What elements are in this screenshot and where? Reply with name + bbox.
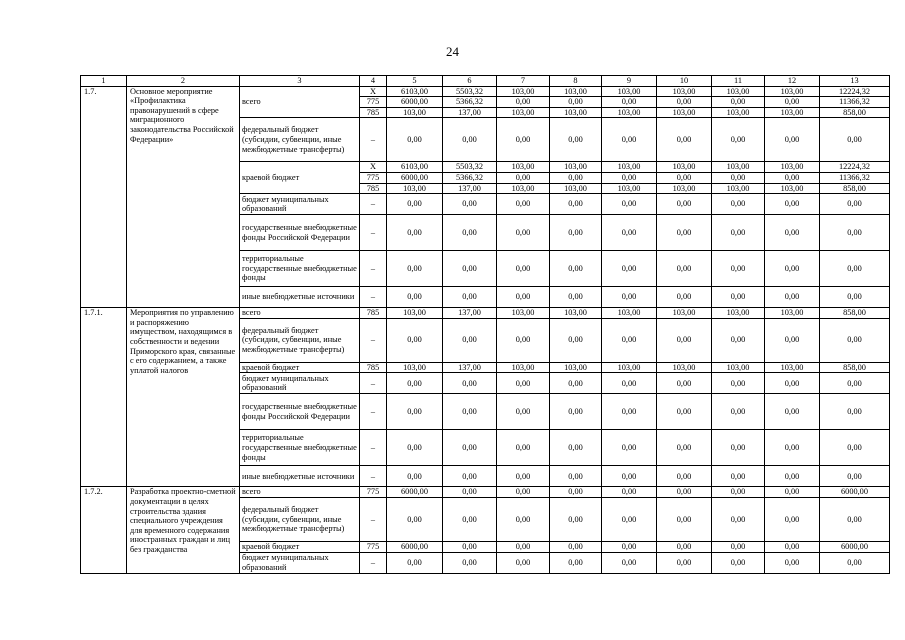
value-cell: 103,00	[497, 362, 550, 373]
value-cell: 5503,32	[443, 162, 497, 173]
value-cell: 137,00	[443, 107, 497, 118]
value-cell: 0,00	[602, 394, 657, 430]
value-cell: 0,00	[820, 497, 890, 541]
value-cell: 0,00	[387, 466, 443, 487]
value-cell: 103,00	[712, 183, 765, 194]
code-cell: 785	[360, 107, 387, 118]
value-cell: 6000,00	[387, 172, 443, 183]
value-cell: 0,00	[712, 430, 765, 466]
value-cell: 0,00	[443, 394, 497, 430]
value-cell: 0,00	[765, 318, 820, 362]
value-cell: 0,00	[550, 466, 602, 487]
value-cell: 0,00	[443, 430, 497, 466]
code-cell: –	[360, 430, 387, 466]
column-header: 6	[443, 76, 497, 87]
value-cell: 0,00	[820, 118, 890, 162]
funding-source-label: федеральный бюджет (субсидии, субвенции, иные межбюджетные трансферты)	[240, 118, 360, 162]
value-cell: 0,00	[712, 394, 765, 430]
value-cell: 0,00	[657, 552, 712, 573]
code-cell: –	[360, 118, 387, 162]
funding-source-label: федеральный бюджет (субсидии, субвенции, иные межбюджетные трансферты)	[240, 318, 360, 362]
value-cell: 0,00	[443, 215, 497, 251]
value-cell: 103,00	[497, 107, 550, 118]
header-row	[81, 76, 890, 87]
value-cell: 103,00	[387, 107, 443, 118]
value-cell: 0,00	[712, 118, 765, 162]
value-cell: 0,00	[497, 430, 550, 466]
value-cell: 0,00	[497, 541, 550, 552]
funding-source-label: краевой бюджет	[240, 362, 360, 373]
value-cell: 103,00	[387, 308, 443, 319]
value-cell: 0,00	[497, 287, 550, 308]
value-cell: 0,00	[550, 318, 602, 362]
value-cell: 0,00	[550, 487, 602, 498]
value-cell: 0,00	[443, 487, 497, 498]
value-cell: 0,00	[550, 118, 602, 162]
value-cell: 0,00	[765, 287, 820, 308]
value-cell: 0,00	[550, 497, 602, 541]
value-cell: 0,00	[550, 541, 602, 552]
value-cell: 0,00	[443, 318, 497, 362]
value-cell: 0,00	[820, 287, 890, 308]
table-row	[81, 308, 890, 319]
value-cell: 0,00	[602, 118, 657, 162]
value-cell: 0,00	[443, 497, 497, 541]
item-number: 1.7.1.	[81, 308, 127, 487]
value-cell: 0,00	[765, 118, 820, 162]
value-cell: 858,00	[820, 308, 890, 319]
value-cell: 0,00	[657, 194, 712, 215]
value-cell: 103,00	[550, 183, 602, 194]
column-header: 2	[127, 76, 240, 87]
code-cell: 775	[360, 172, 387, 183]
value-cell: 0,00	[820, 430, 890, 466]
value-cell: 0,00	[550, 97, 602, 108]
value-cell: 0,00	[497, 172, 550, 183]
code-cell: 785	[360, 183, 387, 194]
value-cell: 0,00	[657, 487, 712, 498]
value-cell: 103,00	[712, 362, 765, 373]
funding-source-label: краевой бюджет	[240, 162, 360, 194]
value-cell: 0,00	[387, 318, 443, 362]
value-cell: 103,00	[657, 308, 712, 319]
value-cell: 103,00	[657, 107, 712, 118]
value-cell: 103,00	[712, 162, 765, 173]
value-cell: 0,00	[657, 394, 712, 430]
value-cell: 0,00	[497, 97, 550, 108]
value-cell: 103,00	[497, 183, 550, 194]
code-cell: –	[360, 497, 387, 541]
value-cell: 0,00	[820, 215, 890, 251]
value-cell: 0,00	[443, 373, 497, 394]
column-header: 9	[602, 76, 657, 87]
value-cell: 0,00	[602, 172, 657, 183]
value-cell: 0,00	[712, 172, 765, 183]
value-cell: 103,00	[550, 162, 602, 173]
value-cell: 6000,00	[387, 541, 443, 552]
value-cell: 0,00	[712, 541, 765, 552]
value-cell: 103,00	[765, 183, 820, 194]
value-cell: 0,00	[497, 318, 550, 362]
column-header: 8	[550, 76, 602, 87]
value-cell: 0,00	[497, 466, 550, 487]
value-cell: 103,00	[550, 107, 602, 118]
value-cell: 103,00	[765, 162, 820, 173]
value-cell: 858,00	[820, 107, 890, 118]
value-cell: 0,00	[550, 430, 602, 466]
code-cell: –	[360, 466, 387, 487]
value-cell: 0,00	[443, 194, 497, 215]
value-cell: 0,00	[712, 287, 765, 308]
value-cell: 103,00	[712, 86, 765, 97]
value-cell: 0,00	[712, 487, 765, 498]
code-cell: –	[360, 251, 387, 287]
value-cell: 6103,00	[387, 86, 443, 97]
value-cell: 103,00	[765, 362, 820, 373]
value-cell: 0,00	[820, 251, 890, 287]
code-cell: –	[360, 552, 387, 573]
value-cell: 858,00	[820, 183, 890, 194]
value-cell: 0,00	[550, 172, 602, 183]
value-cell: 0,00	[443, 541, 497, 552]
value-cell: 0,00	[602, 430, 657, 466]
value-cell: 11366,32	[820, 97, 890, 108]
value-cell: 0,00	[602, 552, 657, 573]
value-cell: 6103,00	[387, 162, 443, 173]
column-header: 12	[765, 76, 820, 87]
value-cell: 0,00	[765, 497, 820, 541]
code-cell: 785	[360, 362, 387, 373]
budget-table	[80, 75, 890, 574]
column-header: 5	[387, 76, 443, 87]
value-cell: 0,00	[602, 466, 657, 487]
value-cell: 103,00	[497, 308, 550, 319]
value-cell: 0,00	[387, 394, 443, 430]
value-cell: 103,00	[602, 183, 657, 194]
value-cell: 0,00	[765, 552, 820, 573]
value-cell: 103,00	[657, 183, 712, 194]
value-cell: 0,00	[602, 251, 657, 287]
value-cell: 0,00	[443, 118, 497, 162]
funding-source-label: государственные внебюджетные фонды Российской Федерации	[240, 394, 360, 430]
value-cell: 0,00	[765, 215, 820, 251]
value-cell: 103,00	[657, 86, 712, 97]
funding-source-label: бюджет муниципальных образований	[240, 373, 360, 394]
value-cell: 0,00	[602, 487, 657, 498]
value-cell: 0,00	[657, 497, 712, 541]
value-cell: 0,00	[387, 215, 443, 251]
item-number: 1.7.2.	[81, 487, 127, 573]
value-cell: 103,00	[657, 362, 712, 373]
value-cell: 0,00	[387, 373, 443, 394]
value-cell: 137,00	[443, 362, 497, 373]
value-cell: 103,00	[602, 162, 657, 173]
value-cell: 0,00	[712, 215, 765, 251]
value-cell: 0,00	[765, 430, 820, 466]
value-cell: 0,00	[602, 497, 657, 541]
value-cell: 858,00	[820, 362, 890, 373]
funding-source-label: иные внебюджетные источники	[240, 287, 360, 308]
value-cell: 0,00	[712, 318, 765, 362]
page-number: 24	[446, 44, 459, 59]
value-cell: 0,00	[602, 373, 657, 394]
value-cell: 0,00	[820, 194, 890, 215]
value-cell: 0,00	[497, 373, 550, 394]
value-cell: 103,00	[550, 308, 602, 319]
value-cell: 103,00	[550, 362, 602, 373]
funding-source-label: краевой бюджет	[240, 541, 360, 552]
column-header: 13	[820, 76, 890, 87]
value-cell: 0,00	[765, 97, 820, 108]
table-row	[81, 86, 890, 97]
value-cell: 0,00	[602, 97, 657, 108]
column-header: 1	[81, 76, 127, 87]
value-cell: 103,00	[602, 308, 657, 319]
column-header: 4	[360, 76, 387, 87]
value-cell: 0,00	[765, 373, 820, 394]
code-cell: 775	[360, 541, 387, 552]
value-cell: 0,00	[712, 373, 765, 394]
value-cell: 137,00	[443, 183, 497, 194]
value-cell: 0,00	[550, 215, 602, 251]
value-cell: 0,00	[657, 251, 712, 287]
column-header: 7	[497, 76, 550, 87]
value-cell: 0,00	[497, 552, 550, 573]
value-cell: 0,00	[765, 251, 820, 287]
value-cell: 0,00	[497, 251, 550, 287]
value-cell: 11366,32	[820, 172, 890, 183]
code-cell: 775	[360, 97, 387, 108]
value-cell: 0,00	[497, 497, 550, 541]
value-cell: 0,00	[657, 118, 712, 162]
value-cell: 103,00	[497, 86, 550, 97]
value-cell: 0,00	[657, 318, 712, 362]
value-cell: 0,00	[550, 251, 602, 287]
value-cell: 103,00	[712, 107, 765, 118]
code-cell: X	[360, 86, 387, 97]
value-cell: 0,00	[820, 552, 890, 573]
funding-source-label: государственные внебюджетные фонды Российской Федерации	[240, 215, 360, 251]
funding-source-label: всего	[240, 86, 360, 118]
funding-source-label: всего	[240, 487, 360, 498]
funding-source-label: бюджет муниципальных образований	[240, 552, 360, 573]
value-cell: 0,00	[497, 118, 550, 162]
value-cell: 0,00	[387, 430, 443, 466]
value-cell: 0,00	[443, 287, 497, 308]
value-cell: 0,00	[387, 497, 443, 541]
value-cell: 103,00	[765, 107, 820, 118]
value-cell: 0,00	[657, 373, 712, 394]
value-cell: 103,00	[602, 107, 657, 118]
value-cell: 0,00	[550, 194, 602, 215]
item-number: 1.7.	[81, 86, 127, 308]
value-cell: 0,00	[443, 466, 497, 487]
code-cell: X	[360, 162, 387, 173]
value-cell: 0,00	[657, 215, 712, 251]
value-cell: 103,00	[712, 308, 765, 319]
value-cell: 0,00	[765, 541, 820, 552]
value-cell: 0,00	[497, 194, 550, 215]
funding-source-label: всего	[240, 308, 360, 319]
code-cell: –	[360, 373, 387, 394]
value-cell: 12224,32	[820, 86, 890, 97]
value-cell: 0,00	[602, 194, 657, 215]
value-cell: 103,00	[387, 362, 443, 373]
code-cell: –	[360, 194, 387, 215]
value-cell: 0,00	[550, 552, 602, 573]
item-title: Разработка проектно-сметной документации в целях строительства здания специального учреждения для временного содержания иностранных граждан и лиц без гражданства	[127, 487, 240, 573]
value-cell: 0,00	[387, 194, 443, 215]
value-cell: 103,00	[387, 183, 443, 194]
value-cell: 0,00	[602, 541, 657, 552]
value-cell: 0,00	[765, 194, 820, 215]
value-cell: 0,00	[657, 541, 712, 552]
funding-source-label: иные внебюджетные источники	[240, 466, 360, 487]
value-cell: 0,00	[602, 318, 657, 362]
funding-source-label: территориальные государственные внебюджетные фонды	[240, 430, 360, 466]
value-cell: 0,00	[497, 394, 550, 430]
value-cell: 0,00	[820, 373, 890, 394]
value-cell: 0,00	[657, 97, 712, 108]
value-cell: 6000,00	[387, 97, 443, 108]
value-cell: 0,00	[387, 251, 443, 287]
value-cell: 0,00	[712, 497, 765, 541]
value-cell: 0,00	[820, 318, 890, 362]
value-cell: 0,00	[602, 215, 657, 251]
value-cell: 6000,00	[820, 541, 890, 552]
value-cell: 0,00	[657, 430, 712, 466]
code-cell: 785	[360, 308, 387, 319]
code-cell: –	[360, 318, 387, 362]
value-cell: 0,00	[443, 251, 497, 287]
value-cell: 6000,00	[387, 487, 443, 498]
value-cell: 5503,32	[443, 86, 497, 97]
value-cell: 103,00	[550, 86, 602, 97]
value-cell: 0,00	[657, 287, 712, 308]
value-cell: 103,00	[765, 308, 820, 319]
value-cell: 0,00	[497, 487, 550, 498]
code-cell: –	[360, 394, 387, 430]
value-cell: 0,00	[712, 97, 765, 108]
value-cell: 103,00	[765, 86, 820, 97]
value-cell: 103,00	[497, 162, 550, 173]
value-cell: 0,00	[497, 215, 550, 251]
value-cell: 0,00	[657, 466, 712, 487]
value-cell: 0,00	[387, 118, 443, 162]
value-cell: 0,00	[657, 172, 712, 183]
code-cell: –	[360, 287, 387, 308]
value-cell: 12224,32	[820, 162, 890, 173]
column-header: 10	[657, 76, 712, 87]
value-cell: 0,00	[550, 287, 602, 308]
funding-source-label: федеральный бюджет (субсидии, субвенции, иные межбюджетные трансферты)	[240, 497, 360, 541]
value-cell: 0,00	[712, 194, 765, 215]
value-cell: 5366,32	[443, 97, 497, 108]
value-cell: 0,00	[765, 466, 820, 487]
value-cell: 0,00	[387, 287, 443, 308]
value-cell: 0,00	[712, 552, 765, 573]
value-cell: 103,00	[602, 86, 657, 97]
value-cell: 0,00	[820, 394, 890, 430]
value-cell: 0,00	[765, 487, 820, 498]
value-cell: 0,00	[765, 172, 820, 183]
code-cell: –	[360, 215, 387, 251]
value-cell: 0,00	[712, 466, 765, 487]
funding-source-label: территориальные государственные внебюджетные фонды	[240, 251, 360, 287]
value-cell: 0,00	[765, 394, 820, 430]
value-cell: 0,00	[550, 394, 602, 430]
value-cell: 137,00	[443, 308, 497, 319]
value-cell: 5366,32	[443, 172, 497, 183]
value-cell: 0,00	[820, 466, 890, 487]
column-header: 3	[240, 76, 360, 87]
item-title: Мероприятия по управлению и распоряжению имуществом, находящимся в собственности и ведении Приморского края, связанные с его содержанием, а также уплатой налогов	[127, 308, 240, 487]
value-cell: 0,00	[712, 251, 765, 287]
value-cell: 103,00	[602, 362, 657, 373]
value-cell: 0,00	[550, 373, 602, 394]
value-cell: 0,00	[387, 552, 443, 573]
funding-source-label: бюджет муниципальных образований	[240, 194, 360, 215]
value-cell: 0,00	[443, 552, 497, 573]
table-row	[81, 487, 890, 498]
column-header: 11	[712, 76, 765, 87]
item-title: Основное мероприятие «Профилактика правонарушений в сфере миграционного законодательства Российской Федерации»	[127, 86, 240, 308]
value-cell: 103,00	[657, 162, 712, 173]
value-cell: 6000,00	[820, 487, 890, 498]
value-cell: 0,00	[602, 287, 657, 308]
code-cell: 775	[360, 487, 387, 498]
